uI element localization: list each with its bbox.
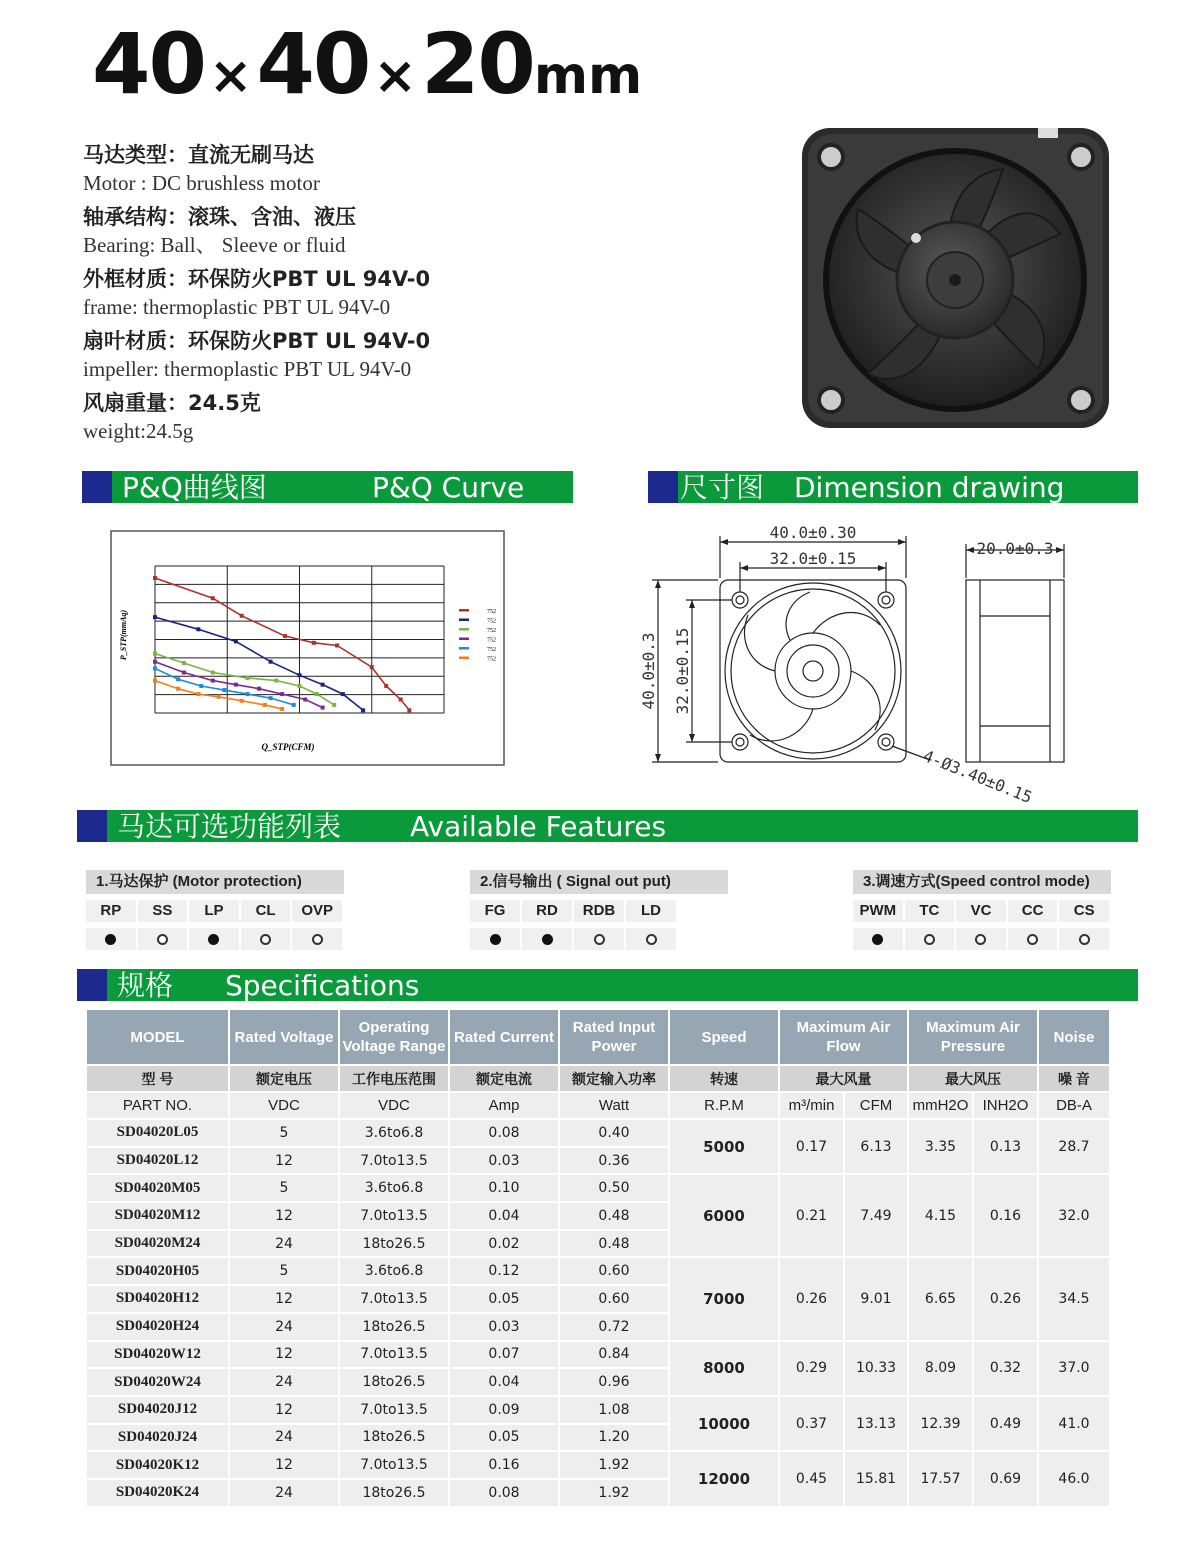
table-row [87,1452,1109,1478]
legend-swatch [459,619,469,622]
series-point [196,627,200,631]
series-point [240,699,244,703]
cell-rated-current: 0.05 [450,1286,558,1312]
cell-rated-voltage: 24 [230,1314,338,1340]
spec-en: Bearing: Ball、 Sleeve or fluid [83,233,346,257]
feature-code-lp: LP [189,900,239,922]
cell-model: SD04020H24 [87,1314,228,1340]
feature-code-rd: RD [522,900,572,922]
spec-bearing [83,202,583,258]
cell-rated-current: 0.08 [450,1480,558,1506]
cell-rated-current: 0.10 [450,1175,558,1201]
feature-group-title: 2.信号输出 ( Signal out put) [470,870,728,894]
cell-rated-current: 0.04 [450,1369,558,1395]
section-marker [82,471,112,503]
cell-voltage-range: 18to26.5 [340,1314,448,1340]
cell-inh2o: 0.26 [974,1258,1037,1339]
cell-speed: 10000 [670,1397,778,1450]
cell-cfm: 15.81 [845,1452,907,1505]
feature-dot-icon [260,934,271,945]
series-point [370,665,374,669]
cell-model: SD04020H05 [87,1258,228,1284]
feature-dot-icon [542,934,553,945]
cell-model: SD04020K12 [87,1452,228,1478]
cell-rated-power: 0.84 [560,1342,668,1368]
series-point [341,692,345,696]
cell-rated-voltage: 24 [230,1480,338,1506]
cell-rated-current: 0.16 [450,1452,558,1478]
legend-label: 752 [487,609,496,615]
cell-speed: 6000 [670,1175,778,1256]
spec-cn: 外框材质：环保防火PBT UL 94V-0 [83,267,431,291]
feature-dot-icon [312,934,323,945]
cell-noise: 41.0 [1039,1397,1109,1450]
cell-noise: 32.0 [1039,1175,1109,1256]
cell-rated-power: 0.50 [560,1175,668,1201]
cell-m3min: 0.21 [780,1175,843,1256]
cell-mmh2o: 4.15 [909,1175,972,1256]
series-point [321,706,325,710]
cell-voltage-range: 18to26.5 [340,1369,448,1395]
cell-m3min: 0.37 [780,1397,843,1450]
dim-depth: 20.0±0.3 [976,539,1054,558]
table-header-en [87,1010,1109,1064]
section-specifications [77,969,1138,1001]
spec-en: impeller: thermoplastic PBT UL 94V-0 [83,357,412,381]
header-cn-rated-voltage: 额定电压 [230,1066,338,1091]
feature-code-tc: TC [905,900,955,922]
pq-curve-chart [110,530,505,766]
series-point [222,688,226,692]
series-point [407,708,411,712]
legend-label: 752 [487,647,496,653]
cell-rated-voltage: 24 [230,1369,338,1395]
cell-rated-power: 1.08 [560,1397,668,1423]
header-model: MODEL [87,1010,228,1064]
cell-voltage-range: 3.6to6.8 [340,1120,448,1146]
feature-code-rdb: RDB [574,900,624,922]
table-row [87,1397,1109,1423]
cell-speed: 7000 [670,1258,778,1339]
cell-rated-voltage: 12 [230,1286,338,1312]
header-noise: Noise [1039,1010,1109,1064]
section-title-cn: P&Q曲线图 [122,471,267,504]
header-rated-power: Rated Input Power [560,1010,668,1064]
page-title [92,15,643,113]
cell-noise: 34.5 [1039,1258,1109,1339]
cell-rated-power: 1.92 [560,1452,668,1478]
feature-codes [86,900,344,922]
title-times-2: × [373,46,417,106]
title-dim-3: 20 [420,15,534,113]
cell-speed: 8000 [670,1342,778,1395]
section-marker [648,471,678,503]
series-point [211,596,215,600]
feature-code-pwm: PWM [853,900,903,922]
cell-rated-voltage: 12 [230,1342,338,1368]
cell-speed: 12000 [670,1452,778,1505]
series-point [280,692,284,696]
cell-rated-voltage: 24 [230,1231,338,1257]
title-unit: mm [533,46,643,106]
feature-code-vc: VC [956,900,1006,922]
spec-cn: 风扇重量：24.5克 [83,391,261,415]
feature-code-ld: LD [626,900,676,922]
series-point [292,703,296,707]
feature-dot-icon [1079,934,1090,945]
cell-model: SD04020J12 [87,1397,228,1423]
cell-rated-power: 0.96 [560,1369,668,1395]
cell-mmh2o: 12.39 [909,1397,972,1450]
spec-motor [83,140,583,196]
series-point [332,703,336,707]
title-dim-1: 40 [92,15,205,113]
header-cn-rated-current: 额定电流 [450,1066,558,1091]
cell-voltage-range: 18to26.5 [340,1231,448,1257]
cell-cfm: 6.13 [845,1120,907,1173]
unit-mmh2o: mmH2O [909,1093,972,1118]
feature-code-cl: CL [241,900,291,922]
series-point [361,708,365,712]
dimension-drawing [630,520,1080,810]
legend-swatch [459,647,469,650]
unit-vdc: VDC [340,1093,448,1118]
unit-watt: Watt [560,1093,668,1118]
chart-xlabel: Q_STP(CFM) [261,742,315,752]
series-point [321,683,325,687]
cell-rated-voltage: 5 [230,1258,338,1284]
unit-dba: DB-A [1039,1093,1109,1118]
cell-voltage-range: 7.0to13.5 [340,1397,448,1423]
cell-rated-current: 0.08 [450,1120,558,1146]
series-point [312,641,316,645]
table-header-cn [87,1066,1109,1091]
header-cn-rated-power: 额定输入功率 [560,1066,668,1091]
cell-voltage-range: 3.6to6.8 [340,1258,448,1284]
cell-rated-power: 0.48 [560,1231,668,1257]
feature-marks [86,928,344,950]
title-dim-2: 40 [256,15,370,113]
feature-dot-icon [105,934,116,945]
feature-group-title: 3.调速方式(Speed control mode) [853,870,1111,894]
series-point [199,684,203,688]
feature-dot-icon [975,934,986,945]
legend-label: 752 [487,656,496,663]
section-title-cn: 尺寸图 [680,471,765,504]
section-title-en: Dimension drawing [794,471,1065,504]
feature-dot-icon [208,934,219,945]
legend-swatch [459,657,469,660]
series-point [234,683,238,687]
series-point [245,676,249,680]
feature-group-speed-control [853,870,1111,950]
feature-group-motor-protection [86,870,344,950]
cell-rated-current: 0.09 [450,1397,558,1423]
section-title-en: Specifications [225,969,420,1002]
spec-cn: 扇叶材质：环保防火PBT UL 94V-0 [83,329,431,353]
feature-dot-icon [872,934,883,945]
cell-inh2o: 0.69 [974,1452,1037,1505]
feature-marks [470,928,728,950]
dim-outer-height: 40.0±0.3 [639,632,658,710]
feature-dot-icon [646,934,657,945]
cell-rated-current: 0.03 [450,1148,558,1174]
cell-rated-power: 0.40 [560,1120,668,1146]
table-header-units [87,1093,1109,1118]
feature-dot-icon [1027,934,1038,945]
cell-inh2o: 0.16 [974,1175,1037,1256]
series-point [280,707,284,711]
cell-mmh2o: 6.65 [909,1258,972,1339]
header-speed: Speed [670,1010,778,1064]
cell-rated-voltage: 12 [230,1397,338,1423]
section-marker [77,969,107,1001]
series-point [274,679,278,683]
cell-voltage-range: 7.0to13.5 [340,1286,448,1312]
cell-model: SD04020M12 [87,1203,228,1229]
cell-m3min: 0.29 [780,1342,843,1395]
cell-voltage-range: 7.0to13.5 [340,1148,448,1174]
header-operating-voltage: Operating Voltage Range [340,1010,448,1064]
cell-voltage-range: 18to26.5 [340,1480,448,1506]
cell-cfm: 10.33 [845,1342,907,1395]
table-row [87,1258,1109,1284]
series-point [182,661,186,665]
spec-en: weight:24.5g [83,419,194,443]
chart-ylabel: P_STP(mmAq) [119,609,128,661]
legend-swatch [459,638,469,641]
feature-code-rp: RP [86,900,136,922]
unit-rpm: R.P.M [670,1093,778,1118]
table-row [87,1342,1109,1368]
dim-holes: 4-Ø3.40±0.15 [920,746,1035,808]
feature-marks [853,928,1111,950]
cell-rated-voltage: 12 [230,1203,338,1229]
dim-hole-spacing-h: 32.0±0.15 [769,549,857,568]
spec-frame [83,264,583,320]
legend-label: 752 [487,618,496,625]
title-times-1: × [208,46,253,106]
cell-rated-power: 1.20 [560,1425,668,1451]
feature-group-signal-output [470,870,728,950]
cell-speed: 5000 [670,1120,778,1173]
feature-code-cc: CC [1008,900,1058,922]
cell-inh2o: 0.32 [974,1342,1037,1395]
cell-voltage-range: 7.0to13.5 [340,1452,448,1478]
series-point [315,692,319,696]
cell-cfm: 13.13 [845,1397,907,1450]
cell-voltage-range: 3.6to6.8 [340,1175,448,1201]
cell-model: SD04020L05 [87,1120,228,1146]
series-point [211,679,215,683]
series-point [153,666,157,670]
series-point [245,692,249,696]
feature-code-ss: SS [138,900,188,922]
header-cn-air-pressure: 最大风压 [909,1066,1037,1091]
header-rated-voltage: Rated Voltage [230,1010,338,1064]
series-point [211,671,215,675]
feature-codes [470,900,728,922]
section-dimension [648,471,1138,503]
dim-outer-width: 40.0±0.30 [769,523,857,542]
feature-code-cs: CS [1059,900,1109,922]
series-point [196,692,200,696]
cell-rated-voltage: 5 [230,1120,338,1146]
feature-dot-icon [924,934,935,945]
feature-dot-icon [157,934,168,945]
series-point [335,644,339,648]
cell-rated-current: 0.03 [450,1314,558,1340]
series-point [153,615,157,619]
cell-rated-voltage: 24 [230,1425,338,1451]
series-point [176,687,180,691]
feature-code-ovp: OVP [292,900,342,922]
dim-hole-spacing-v: 32.0±0.15 [673,627,692,715]
section-title-cn: 马达可选功能列表 [117,810,342,843]
unit-vdc: VDC [230,1093,338,1118]
header-cn-speed: 转速 [670,1066,778,1091]
spec-weight [83,388,583,444]
cell-inh2o: 0.49 [974,1397,1037,1450]
cell-cfm: 9.01 [845,1258,907,1339]
series-point [257,687,261,691]
series-point [182,671,186,675]
section-pq-curve [82,471,573,503]
cell-voltage-range: 7.0to13.5 [340,1342,448,1368]
cell-voltage-range: 18to26.5 [340,1425,448,1451]
header-cn-operating-voltage: 工作电压范围 [340,1066,448,1091]
spec-en: frame: thermoplastic PBT UL 94V-0 [83,295,391,319]
cell-rated-power: 0.36 [560,1148,668,1174]
cell-inh2o: 0.13 [974,1120,1037,1173]
cell-rated-voltage: 12 [230,1452,338,1478]
unit-part-no: PART NO. [87,1093,228,1118]
series-point [217,695,221,699]
series-point [153,660,157,664]
cell-rated-current: 0.07 [450,1342,558,1368]
series-point [263,703,267,707]
feature-group-title: 1.马达保护 (Motor protection) [86,870,344,894]
front-frame [720,580,906,762]
feature-codes [853,900,1111,922]
unit-m3min: m³/min [780,1093,843,1118]
legend-swatch [459,609,469,612]
cell-cfm: 7.49 [845,1175,907,1256]
series-point [303,698,307,702]
header-air-pressure: Maximum Air Pressure [909,1010,1037,1064]
section-marker [77,810,107,842]
cell-rated-power: 1.92 [560,1480,668,1506]
spec-impeller [83,326,583,382]
cell-mmh2o: 8.09 [909,1342,972,1395]
cell-voltage-range: 7.0to13.5 [340,1203,448,1229]
header-rated-current: Rated Current [450,1010,558,1064]
series-point [298,684,302,688]
section-title-en: P&Q Curve [372,471,525,504]
cell-rated-current: 0.02 [450,1231,558,1257]
cell-rated-power: 0.72 [560,1314,668,1340]
series-point [269,696,273,700]
cell-noise: 37.0 [1039,1342,1109,1395]
header-cn-noise: 噪 音 [1039,1066,1109,1091]
spec-cn: 轴承结构：滚珠、含油、液压 [83,205,356,229]
legend-label: 752 [487,628,496,634]
header-cn-model: 型 号 [87,1066,228,1091]
series-point [153,576,157,580]
series-point [283,634,287,638]
section-title-en: Available Features [410,810,667,843]
cell-model: SD04020W12 [87,1342,228,1368]
cell-rated-voltage: 12 [230,1148,338,1174]
fan-product-image [798,124,1113,432]
cell-model: SD04020L12 [87,1148,228,1174]
cell-model: SD04020M24 [87,1231,228,1257]
cell-mmh2o: 3.35 [909,1120,972,1173]
spec-list [83,140,583,450]
table-row [87,1175,1109,1201]
series-point [153,652,157,656]
cell-rated-voltage: 5 [230,1175,338,1201]
feature-code-fg: FG [470,900,520,922]
cell-m3min: 0.26 [780,1258,843,1339]
cell-rated-current: 0.05 [450,1425,558,1451]
series-point [234,639,238,643]
cell-rated-power: 0.60 [560,1286,668,1312]
unit-inh2o: INH2O [974,1093,1037,1118]
unit-cfm: CFM [845,1093,907,1118]
spec-table [85,1008,1111,1508]
unit-amp: Amp [450,1093,558,1118]
feature-dot-icon [490,934,501,945]
series-point [399,698,403,702]
header-cn-air-flow: 最大风量 [780,1066,907,1091]
cell-model: SD04020H12 [87,1286,228,1312]
cell-model: SD04020M05 [87,1175,228,1201]
cell-rated-power: 0.60 [560,1258,668,1284]
cell-model: SD04020J24 [87,1425,228,1451]
cell-mmh2o: 17.57 [909,1452,972,1505]
spec-cn: 马达类型：直流无刷马达 [83,143,314,167]
feature-dot-icon [594,934,605,945]
series-point [298,673,302,677]
series-point [153,679,157,683]
cell-rated-current: 0.04 [450,1203,558,1229]
cell-noise: 28.7 [1039,1120,1109,1173]
cell-model: SD04020W24 [87,1369,228,1395]
cell-m3min: 0.17 [780,1120,843,1173]
series-point [269,660,273,664]
series-point [176,677,180,681]
side-view [966,580,1064,762]
legend-label: 752 [487,637,496,644]
header-air-flow: Maximum Air Flow [780,1010,907,1064]
section-features [77,810,1138,842]
series-point [384,684,388,688]
cell-rated-power: 0.48 [560,1203,668,1229]
section-title-cn: 规格 [117,969,174,1002]
legend-swatch [459,628,469,631]
cell-m3min: 0.45 [780,1452,843,1505]
cell-rated-current: 0.12 [450,1258,558,1284]
cell-noise: 46.0 [1039,1452,1109,1505]
table-row [87,1120,1109,1146]
series-point [240,614,244,618]
cell-model: SD04020K24 [87,1480,228,1506]
spec-en: Motor : DC brushless motor [83,171,320,195]
